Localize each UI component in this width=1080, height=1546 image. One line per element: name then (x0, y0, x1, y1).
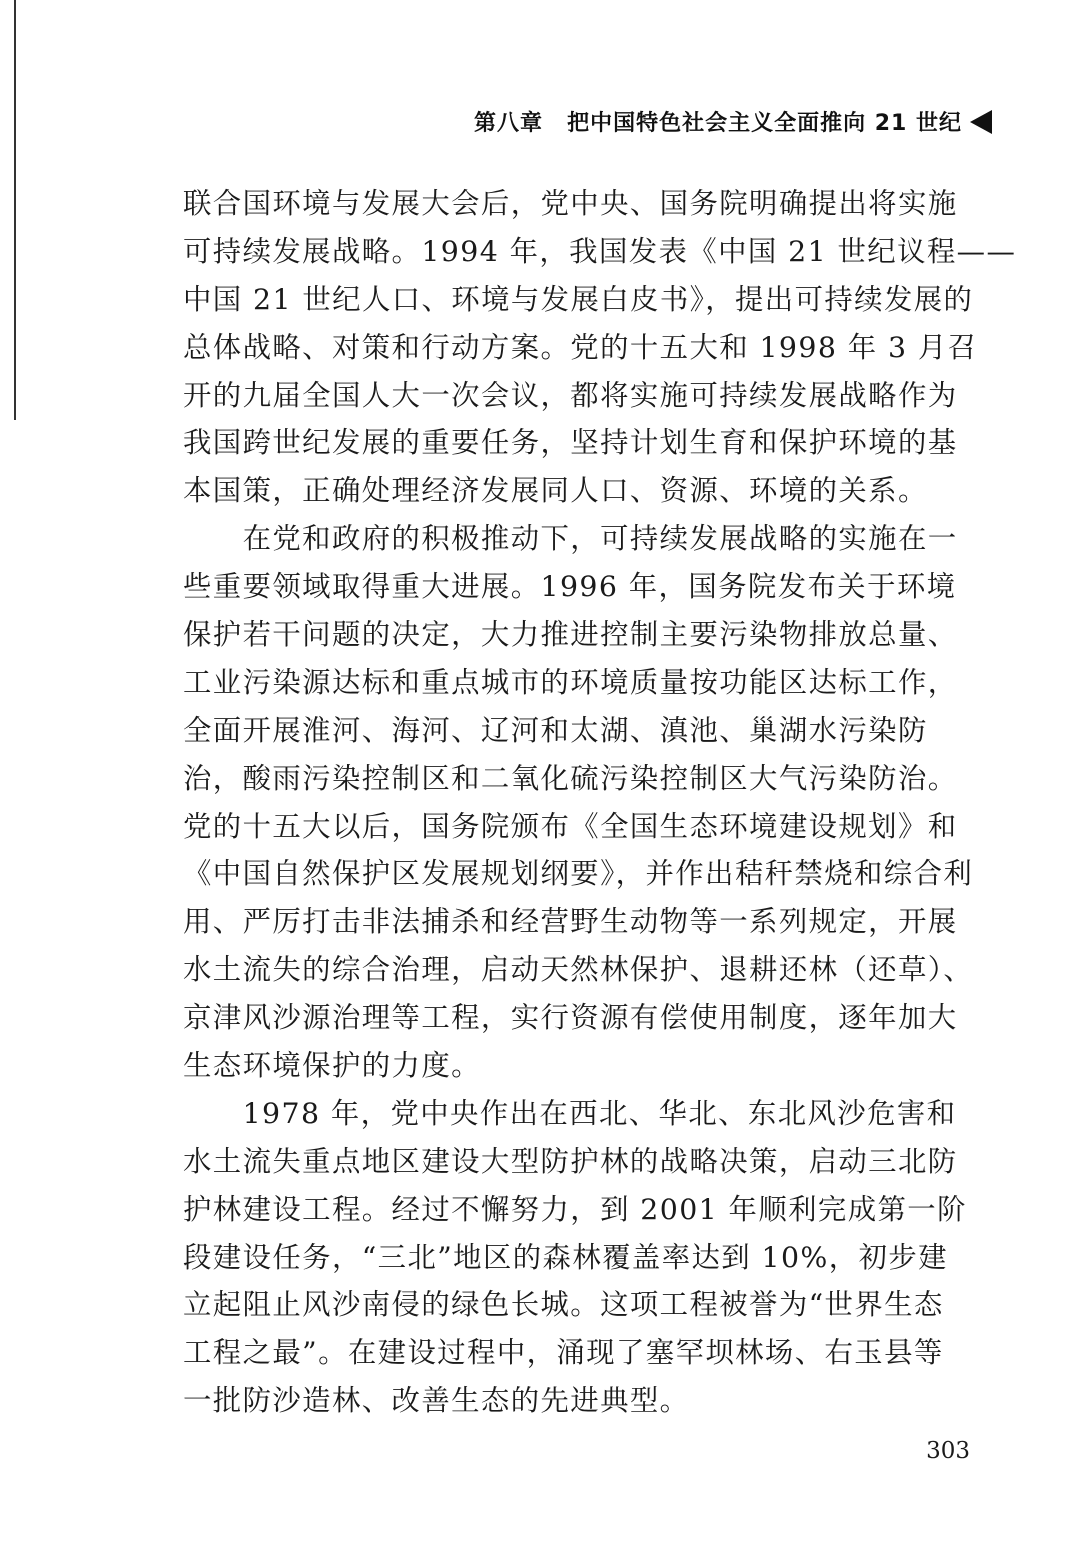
text-line: 工程之最”。在建设过程中，涌现了塞罕坝林场、右玉县等 (183, 1336, 944, 1370)
text-line: 护林建设工程。经过不懈努力，到 2001 年顺利完成第一阶 (183, 1192, 967, 1226)
paragraph-2 (183, 515, 974, 1090)
text-line: 可持续发展战略。1994 年，我国发表《中国 21 世纪议程—— (183, 234, 1017, 268)
text-line: 水土流失的综合治理，启动天然林保护、退耕还林（还草）、 (183, 953, 974, 987)
text-line: 一批防沙造林、改善生态的先进典型。 (183, 1384, 690, 1418)
text-line: 水土流失重点地区建设大型防护林的战略决策，启动三北防 (183, 1144, 958, 1178)
chapter-label: 第八章 (474, 111, 544, 136)
text-line: 治，酸雨污染控制区和二氧化硫污染控制区大气污染防治。 (183, 761, 958, 795)
text-line: 1978 年，党中央作出在西北、华北、东北风沙危害和 (183, 1096, 957, 1130)
text-line: 立起阻止风沙南侵的绿色长城。这项工程被誉为“世界生态 (183, 1288, 944, 1322)
paragraph-3 (183, 1090, 971, 1425)
left-triangle-icon (970, 110, 992, 134)
page-binding-edge (14, 0, 16, 420)
text-line: 些重要领域取得重大进展。1996 年，国务院发布关于环境 (183, 570, 957, 604)
paragraph-1 (183, 180, 1017, 515)
text-line: 保护若干问题的决定，大力推进控制主要污染物排放总量、 (183, 618, 958, 652)
text-line: 本国策，正确处理经济发展同人口、资源、环境的关系。 (183, 474, 928, 508)
text-line: 联合国环境与发展大会后，党中央、国务院明确提出将实施 (183, 187, 958, 220)
text-line: 京津风沙源治理等工程，实行资源有偿使用制度，逐年加大 (183, 1001, 958, 1035)
text-line: 用、严厉打击非法捕杀和经营野生动物等一系列规定，开展 (183, 905, 958, 939)
text-line: 开的九届全国人大一次会议，都将实施可持续发展战略作为 (183, 378, 958, 412)
chapter-title: 把中国特色社会主义全面推向 21 世纪 (567, 111, 962, 136)
running-header (474, 106, 992, 137)
text-line: 我国跨世纪发展的重要任务，坚持计划生育和保护环境的基 (183, 426, 958, 460)
text-line: 全面开展淮河、海河、辽河和太湖、滇池、巢湖水污染防 (183, 713, 928, 747)
text-line: 段建设任务，“三北”地区的森林覆盖率达到 10%，初步建 (183, 1240, 948, 1274)
text-line: 生态环境保护的力度。 (183, 1049, 481, 1083)
text-line: 在党和政府的积极推动下，可持续发展战略的实施在一 (183, 522, 958, 556)
text-line: 总体战略、对策和行动方案。党的十五大和 1998 年 3 月召 (183, 330, 978, 364)
text-line: 《中国自然保护区发展规划纲要》，并作出秸秆禁烧和综合利 (183, 857, 974, 891)
text-line: 中国 21 世纪人口、环境与发展白皮书》，提出可持续发展的 (183, 282, 974, 316)
page-number: 303 (926, 1438, 970, 1464)
text-line: 党的十五大以后，国务院颁布《全国生态环境建设规划》和 (183, 809, 958, 843)
text-line: 工业污染源达标和重点城市的环境质量按功能区达标工作， (183, 665, 958, 699)
body-text (183, 180, 1017, 1425)
